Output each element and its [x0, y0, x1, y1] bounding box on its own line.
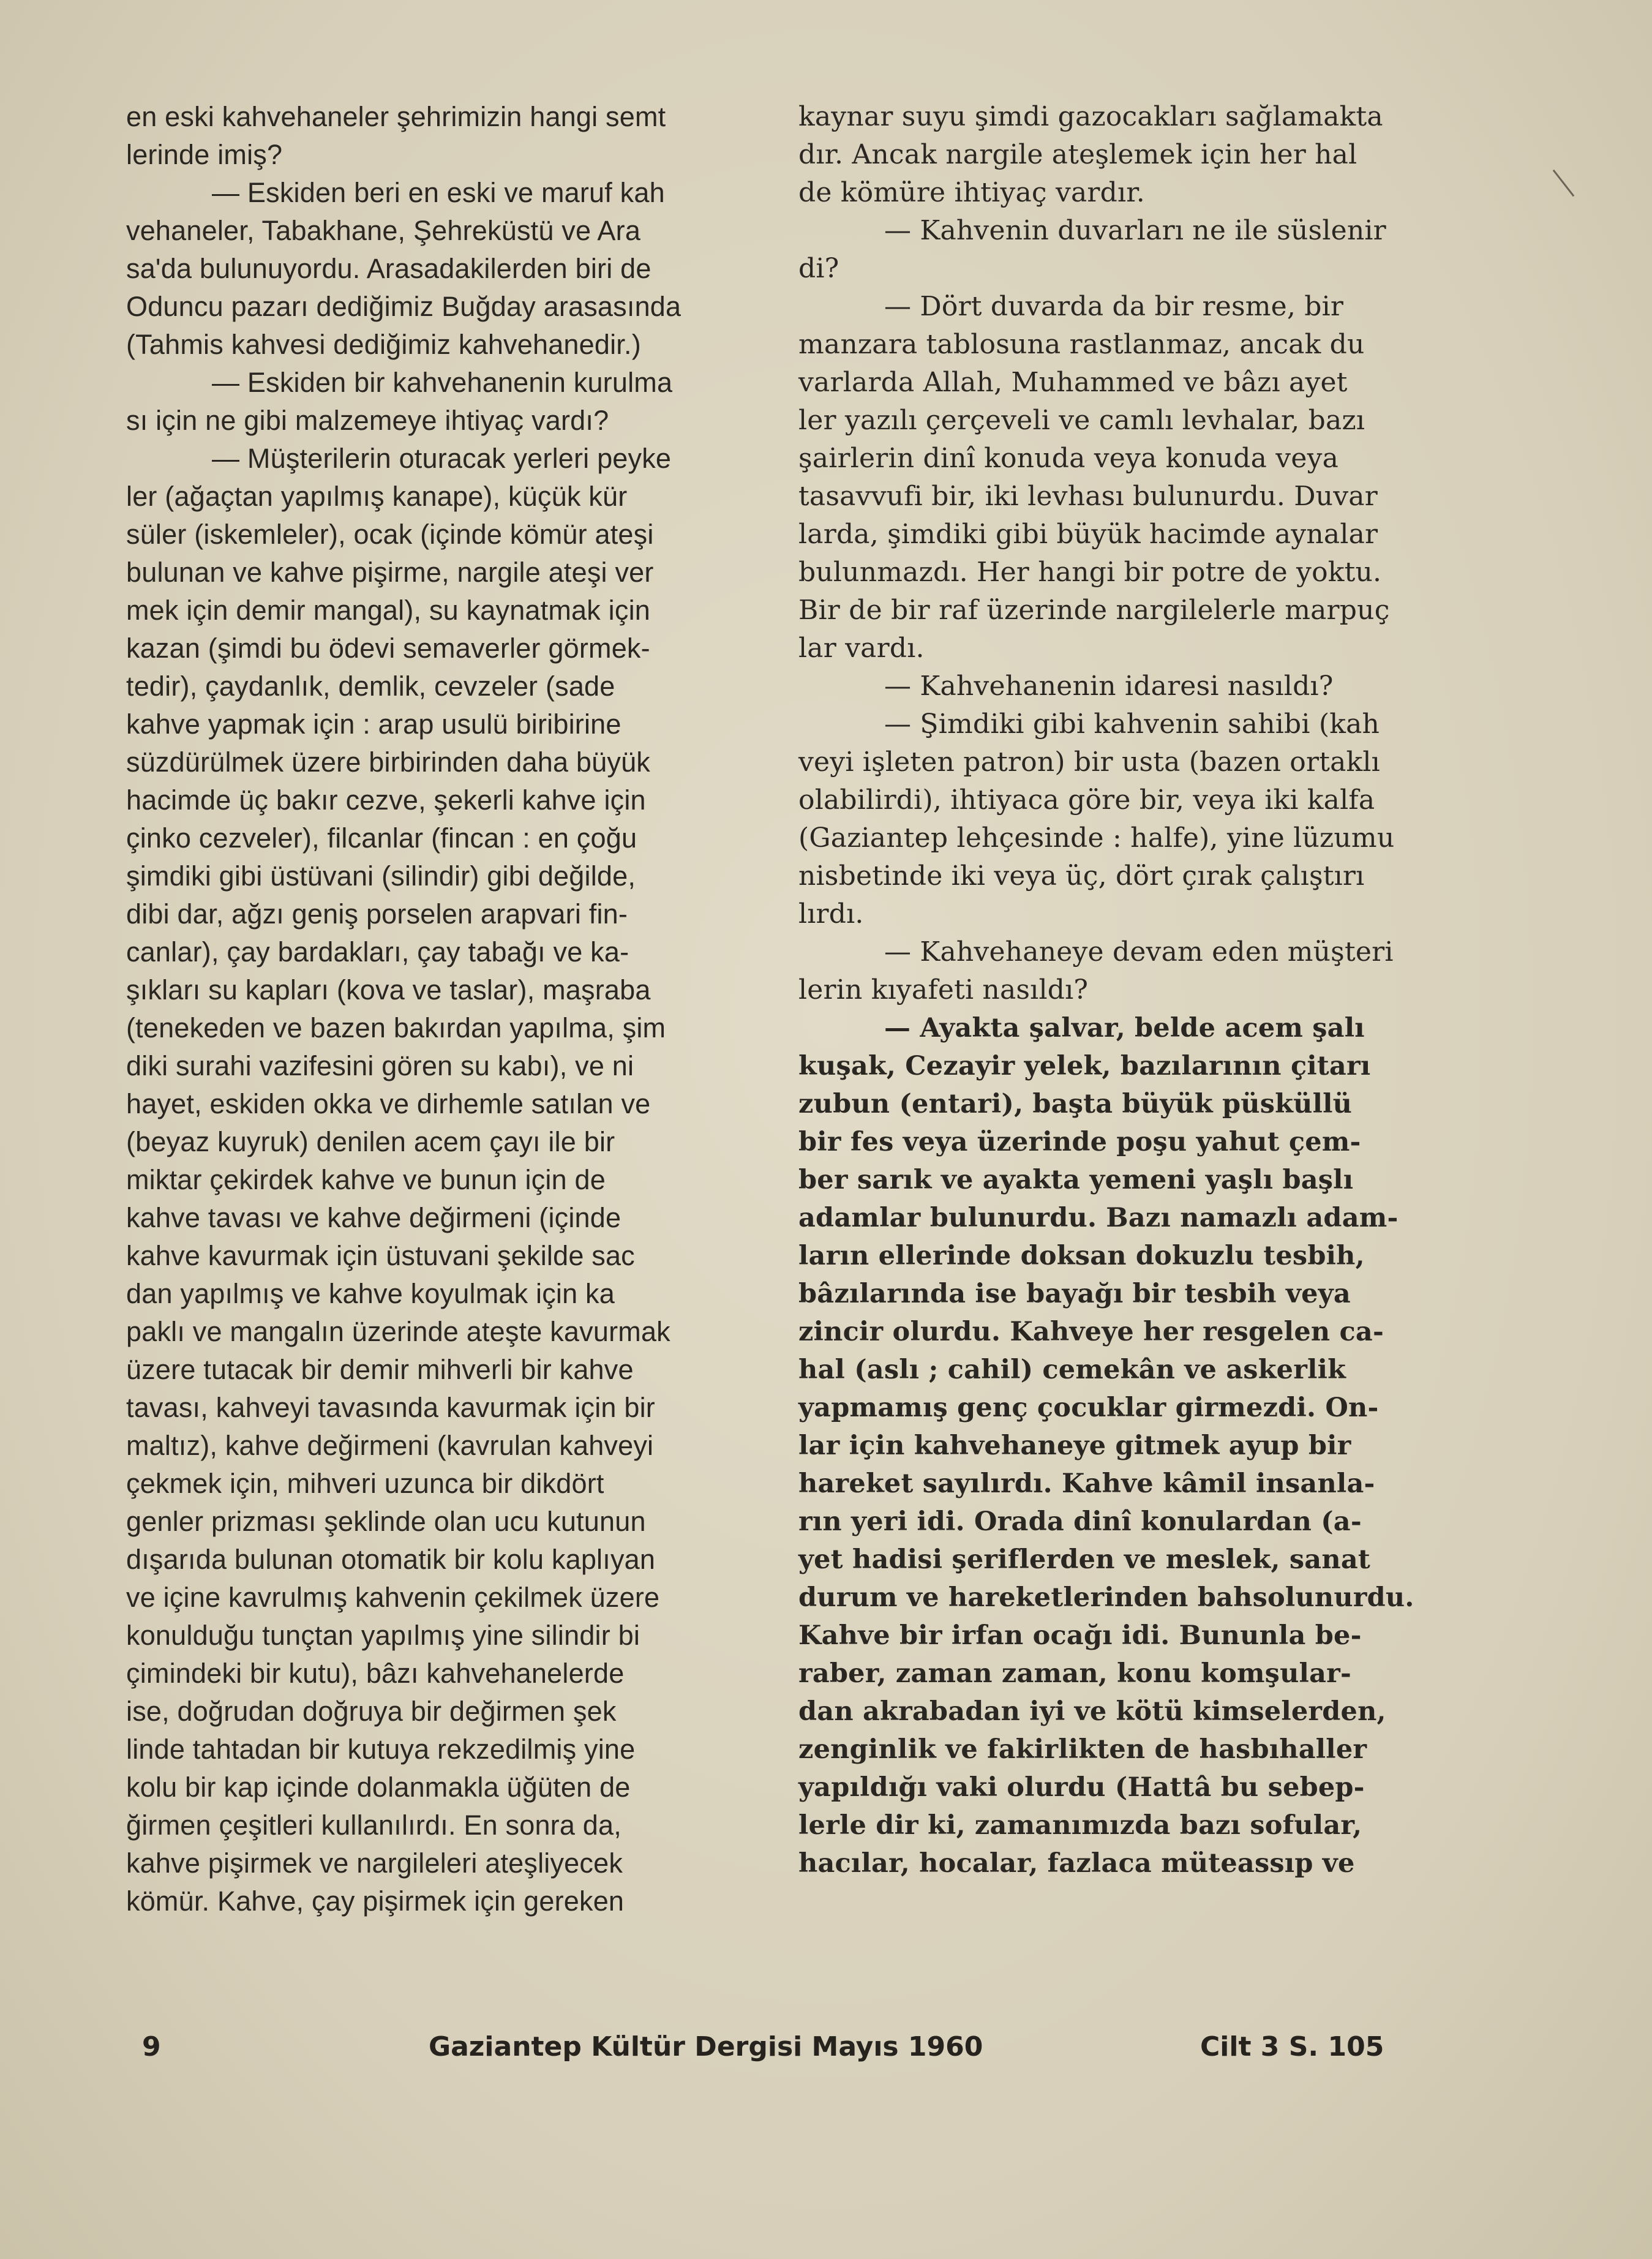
text-line: Bir de bir raf üzerinde nargilelerle marpuç — [798, 595, 1390, 626]
text-line: vehaneler, Tabakhane, Şehreküstü ve Ara — [126, 215, 641, 246]
text-line: ların ellerinde doksan dokuzlu tesbih, — [798, 1241, 1365, 1271]
text-line: lerin kıyafeti nasıldı? — [798, 974, 1089, 1005]
text-line: süzdürülmek üzere birbirinden daha büyük — [126, 746, 650, 778]
text-line: ise, doğrudan doğruya bir değirmen şek — [126, 1696, 617, 1727]
text-line: bulunmazdı. Her hangi bir potre de yoktu. — [798, 557, 1382, 588]
text-line: kolu bir kap içinde dolanmakla üğüten de — [126, 1772, 631, 1803]
right-column — [798, 98, 1438, 1882]
text-line: kömür. Kahve, çay pişirmek için gereken — [126, 1885, 625, 1917]
text-line: larda, şimdiki gibi büyük hacimde aynalar — [798, 519, 1378, 550]
text-line: sa'da bulunuyordu. Arasadakilerden biri de — [126, 253, 651, 284]
text-line: bulunan ve kahve pişirme, nargile ateşi ver — [126, 557, 654, 588]
text-line: üzere tutacak bir demir mihverli bir kahve — [126, 1354, 634, 1385]
text-line: şıkları su kapları (kova ve taslar), maşraba — [126, 974, 651, 1005]
text-line: ber sarık ve ayakta yemeni yaşlı başlı — [798, 1165, 1354, 1195]
text-line: zenginlik ve fakirlikten de hasbıhaller — [798, 1734, 1367, 1765]
text-line: ve içine kavrulmış kahvenin çekilmek üzere — [126, 1582, 660, 1613]
text-line: kaynar suyu şimdi gazocakları sağlamakta — [798, 101, 1383, 132]
text-line: de kömüre ihtiyaç vardır. — [798, 177, 1145, 208]
margin-mark — [1553, 170, 1575, 197]
text-line: konulduğu tunçtan yapılmış yine silindir bi — [126, 1620, 640, 1651]
text-line: mek için demir mangal), su kaynatmak için — [126, 595, 650, 626]
text-line: dır. Ancak nargile ateşlemek için her hal — [798, 139, 1357, 170]
page-number: 9 — [142, 2031, 161, 2062]
page-footer — [0, 2026, 1652, 2069]
text-line: — Eskiden bir kahvehanenin kurulma — [212, 367, 673, 398]
text-line: zincir olurdu. Kahveye her resgelen ca- — [798, 1317, 1384, 1347]
text-line: dan akrabadan iyi ve kötü kimselerden, — [798, 1696, 1386, 1727]
text-line: hal (aslı ; cahil) cemekân ve askerlik — [798, 1355, 1346, 1385]
text-line: (tenekeden ve bazen bakırdan yapılma, şim — [126, 1012, 666, 1043]
text-line: (Tahmis kahvesi dediğimiz kahvehanedir.) — [126, 329, 641, 360]
text-line: varlarda Allah, Muhammed ve bâzı ayet — [798, 367, 1348, 398]
text-line: miktar çekirdek kahve ve bunun için de — [126, 1164, 606, 1195]
text-line: dibi dar, ağzı geniş porselen arapvari fin- — [126, 898, 628, 930]
text-line: — Ayakta şalvar, belde acem şalı — [884, 1013, 1365, 1043]
text-line: çekmek için, mihveri uzunca bir dikdört — [126, 1468, 604, 1499]
text-line: — Eskiden beri en eski ve maruf kah — [212, 177, 665, 208]
text-line: lar vardı. — [798, 633, 925, 664]
text-line: (Gaziantep lehçesinde : halfe), yine lüzumu — [798, 822, 1395, 854]
text-line: canlar), çay bardakları, çay tabağı ve ka- — [126, 936, 629, 968]
text-line: adamlar bulunurdu. Bazı namazlı adam- — [798, 1203, 1399, 1233]
text-line: — Kahvenin duvarları ne ile süslenir — [884, 215, 1386, 246]
text-line: (beyaz kuyruk) denilen acem çayı ile bir — [126, 1126, 615, 1157]
left-column — [126, 98, 757, 1920]
text-line: şairlerin dinî konuda veya konuda veya — [798, 443, 1339, 474]
text-line: kahve yapmak için : arap usulü biribirine — [126, 709, 621, 740]
text-line: hareket sayılırdı. Kahve kâmil insanla- — [798, 1468, 1375, 1499]
text-line: veyi işleten patron) bir usta (bazen ortaklı — [798, 746, 1380, 778]
text-line: — Kahvehaneye devam eden müşteri — [884, 936, 1394, 968]
text-line: rın yeri idi. Orada dinî konulardan (a- — [798, 1506, 1362, 1537]
text-line: dışarıda bulunan otomatik bir kolu kaplıyan — [126, 1544, 656, 1575]
text-line: kahve pişirmek ve nargileleri ateşliyecek — [126, 1847, 623, 1879]
text-line: ğirmen çeşitleri kullanılırdı. En sonra da, — [126, 1810, 621, 1841]
text-line: tavası, kahveyi tavasında kavurmak için bir — [126, 1392, 655, 1423]
text-line: tedir), çaydanlık, demlik, cevzeler (sade — [126, 671, 615, 702]
text-line: linde tahtadan bir kutuya rekzedilmiş yine — [126, 1734, 636, 1765]
text-line: yet hadisi şeriflerden ve meslek, sanat — [798, 1544, 1370, 1575]
text-line: süler (iskemleler), ocak (içinde kömür ateşi — [126, 519, 654, 550]
text-line: hayet, eskiden okka ve dirhemle satılan ve — [126, 1088, 651, 1119]
text-line: manzara tablosuna rastlanmaz, ancak du — [798, 329, 1365, 360]
text-line: kahve tavası ve kahve değirmeni (içinde — [126, 1202, 621, 1233]
text-line: maltız), kahve değirmeni (kavrulan kahveyi — [126, 1430, 654, 1461]
text-line: lerinde imiş? — [126, 139, 283, 170]
text-line: olabilirdi), ihtiyaca göre bir, veya iki kalfa — [798, 784, 1375, 816]
text-line: tasavvufi bir, iki levhası bulunurdu. Duvar — [798, 481, 1378, 512]
text-line: şimdiki gibi üstüvani (silindir) gibi değilde, — [126, 860, 636, 892]
text-line: Oduncu pazarı dediğimiz Buğday arasasında — [126, 291, 681, 322]
text-line: en eski kahvehaneler şehrimizin hangi semt — [126, 101, 666, 132]
text-line: diki surahi vazifesini gören su kabı), ve ni — [126, 1050, 634, 1081]
text-line: hacimde üç bakır cezve, şekerli kahve için — [126, 784, 646, 816]
text-line: lerle dir ki, zamanımızda bazı sofular, — [798, 1810, 1362, 1841]
text-line: raber, zaman zaman, konu komşular- — [798, 1658, 1352, 1689]
text-line: — Şimdiki gibi kahvenin sahibi (kah — [884, 709, 1380, 740]
text-line: lar için kahvehaneye gitmek ayup bir — [798, 1430, 1351, 1461]
text-line: zubun (entari), başta büyük püsküllü — [798, 1089, 1353, 1119]
text-line: genler prizması şeklinde olan ucu kutunun — [126, 1506, 646, 1537]
text-line: yapmamış genç çocuklar girmezdi. On- — [798, 1393, 1379, 1423]
text-line: ler (ağaçtan yapılmış kanape), küçük kür — [126, 481, 628, 512]
text-line: yapıldığı vaki olurdu (Hattâ bu sebep- — [798, 1772, 1365, 1803]
volume-issue: Cilt 3 S. 105 — [1200, 2031, 1384, 2062]
text-line: — Kahvehanenin idaresi nasıldı? — [884, 671, 1334, 702]
text-line: çinko cezveler), filcanlar (fincan : en çoğu — [126, 822, 637, 854]
text-line: paklı ve mangalın üzerinde ateşte kavurmak — [126, 1316, 670, 1347]
text-line: hacılar, hocalar, fazlaca müteassıp ve — [798, 1848, 1355, 1879]
text-line: — Dört duvarda da bir resme, bir — [884, 291, 1344, 322]
text-line: lırdı. — [798, 898, 864, 930]
text-line: ler yazılı çerçeveli ve camlı levhalar, bazı — [798, 405, 1365, 436]
text-line: sı için ne gibi malzemeye ihtiyaç vardı? — [126, 405, 609, 436]
text-line: kahve kavurmak için üstuvani şekilde sac — [126, 1240, 635, 1271]
text-line: bâzılarında ise bayağı bir tesbih veya — [798, 1279, 1351, 1309]
text-line: — Müşterilerin oturacak yerleri peyke — [212, 443, 672, 474]
text-line: dan yapılmış ve kahve koyulmak için ka — [126, 1278, 615, 1309]
text-line: nisbetinde iki veya üç, dört çırak çalıştırı — [798, 860, 1365, 892]
text-line: di? — [798, 253, 839, 284]
text-line: kazan (şimdi bu ödevi semaverler görmek- — [126, 633, 650, 664]
text-line: kuşak, Cezayir yelek, bazılarının çitarı — [798, 1051, 1371, 1081]
text-line: Kahve bir irfan ocağı idi. Bununla be- — [798, 1620, 1362, 1651]
text-line: çimindeki bir kutu), bâzı kahvehanelerde — [126, 1658, 625, 1689]
text-line: durum ve hareketlerinden bahsolunurdu. — [798, 1582, 1414, 1613]
journal-title: Gaziantep Kültür Dergisi Mayıs 1960 — [429, 2031, 983, 2062]
text-line: bir fes veya üzerinde poşu yahut çem- — [798, 1127, 1361, 1157]
